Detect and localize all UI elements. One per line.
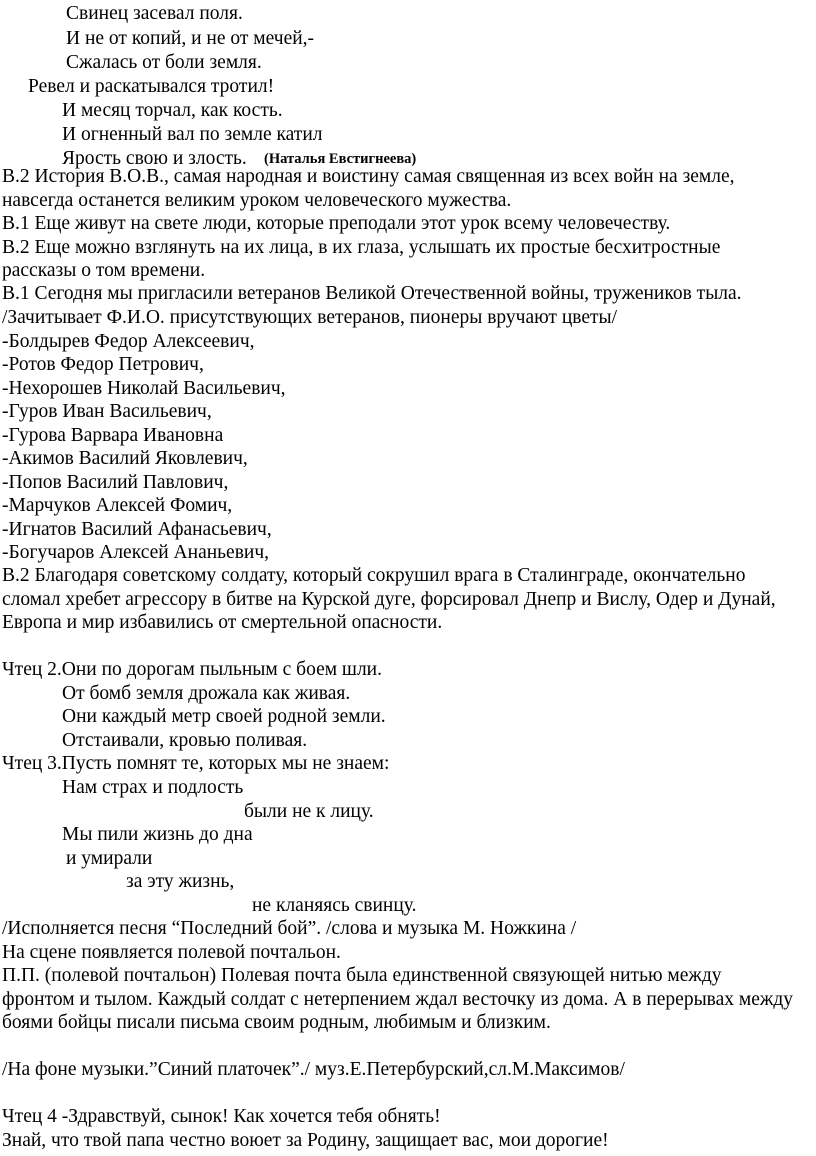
reader-line: Знай, что твой папа честно воюет за Родину, защищает вас, мои дорогие! (2, 1130, 609, 1151)
veteran-list-item: -Богучаров Алексей Ананьевич, (2, 542, 270, 563)
reader-line: Чтец 3.Пусть помнят те, которых мы не знаем: (2, 753, 390, 774)
veteran-list-item: -Гурова Варвара Ивановна (2, 425, 224, 446)
poem-line: И огненный вал по земле катил (62, 124, 323, 145)
script-line: В.2 История В.О.В., самая народная и воистину самая священная из всех войн на земле, (2, 166, 735, 187)
script-line: фронтом и тылом. Каждый солдат с нетерпением ждал весточку из дома. А в перерывах между (2, 989, 794, 1010)
reader-line: и умирали (66, 848, 153, 869)
script-line: П.П. (полевой почтальон) Полевая почта была единственной связующей нитью между (2, 965, 722, 986)
poem-line: Ревел и раскатывался тротил! (28, 76, 275, 97)
script-line: В.2 Благодаря советскому солдату, который сокрушил врага в Сталинграде, окончательно (2, 565, 746, 586)
veteran-list-item: -Попов Василий Павлович, (2, 472, 229, 493)
veteran-list-item: -Гуров Иван Васильевич, (2, 401, 212, 422)
stage-direction: /На фоне музыки.”Синий платочек”./ муз.Е.Петербурский,сл.М.Максимов/ (2, 1059, 625, 1080)
reader-line: за эту жизнь, (126, 871, 235, 892)
veteran-list-item: -Марчуков Алексей Фомич, (2, 495, 233, 516)
poem-line: И не от копий, и не от мечей,- (66, 28, 315, 49)
reader-line: Чтец 4 -Здравствуй, сынок! Как хочется тебя обнять! (2, 1106, 441, 1127)
poem-line: Свинец засевал поля. (66, 3, 243, 24)
poem-author: (Наталья Евстигнеева) (264, 151, 417, 167)
veteran-list-item: -Нехорошев Николай Васильевич, (2, 378, 286, 399)
stage-direction: /Исполняется песня “Последний бой”. /слова и музыка М. Ножкина / (2, 918, 577, 939)
reader-line: Мы пили жизнь до дна (62, 824, 253, 845)
script-line: В.1 Еще живут на свете люди, которые преподали этот урок всему человечеству. (2, 213, 671, 234)
veteran-list-item: -Болдырев Федор Алексеевич, (2, 331, 255, 352)
poem-line: Сжалась от боли земля. (66, 52, 262, 73)
script-line: /Зачитывает Ф.И.О. присутствующих ветеранов, пионеры вручают цветы/ (2, 307, 618, 328)
reader-line: От бомб земля дрожала как живая. (62, 683, 351, 704)
veteran-list-item: -Ротов Федор Петрович, (2, 354, 204, 375)
script-line: сломал хребет агрессору в битве на Курской дуге, форсировал Днепр и Вислу, Одер и Дунай, (2, 589, 776, 610)
poem-line: И месяц торчал, как кость. (62, 100, 283, 121)
reader-line: Отстаивали, кровью поливая. (62, 730, 308, 751)
script-line: боями бойцы писали письма своим родным, любимым и близким. (2, 1012, 551, 1033)
stage-direction: На сцене появляется полевой почтальон. (2, 942, 341, 963)
script-line: навсегда останется великим уроком человеческого мужества. (2, 190, 512, 211)
script-line: рассказы о том времени. (2, 260, 206, 281)
reader-line: Они каждый метр своей родной земли. (62, 706, 386, 727)
script-line: В.2 Еще можно взглянуть на их лица, в их глаза, услышать их простые бесхитростные (2, 237, 721, 258)
veteran-list-item: -Акимов Василий Яковлевич, (2, 448, 248, 469)
reader-line: не кланяясь свинцу. (252, 895, 417, 916)
script-line: Европа и мир избавились от смертельной опасности. (2, 612, 443, 633)
poem-line: Ярость свою и злость. (62, 148, 247, 169)
reader-line: Чтец 2.Они по дорогам пыльным с боем шли. (2, 659, 382, 680)
script-line: В.1 Сегодня мы пригласили ветеранов Великой Отечественной войны, тружеников тыла. (2, 283, 742, 304)
reader-line: были не к лицу. (244, 801, 374, 822)
veteran-list-item: -Игнатов Василий Афанасьевич, (2, 519, 272, 540)
reader-line: Нам страх и подлость (62, 777, 244, 798)
